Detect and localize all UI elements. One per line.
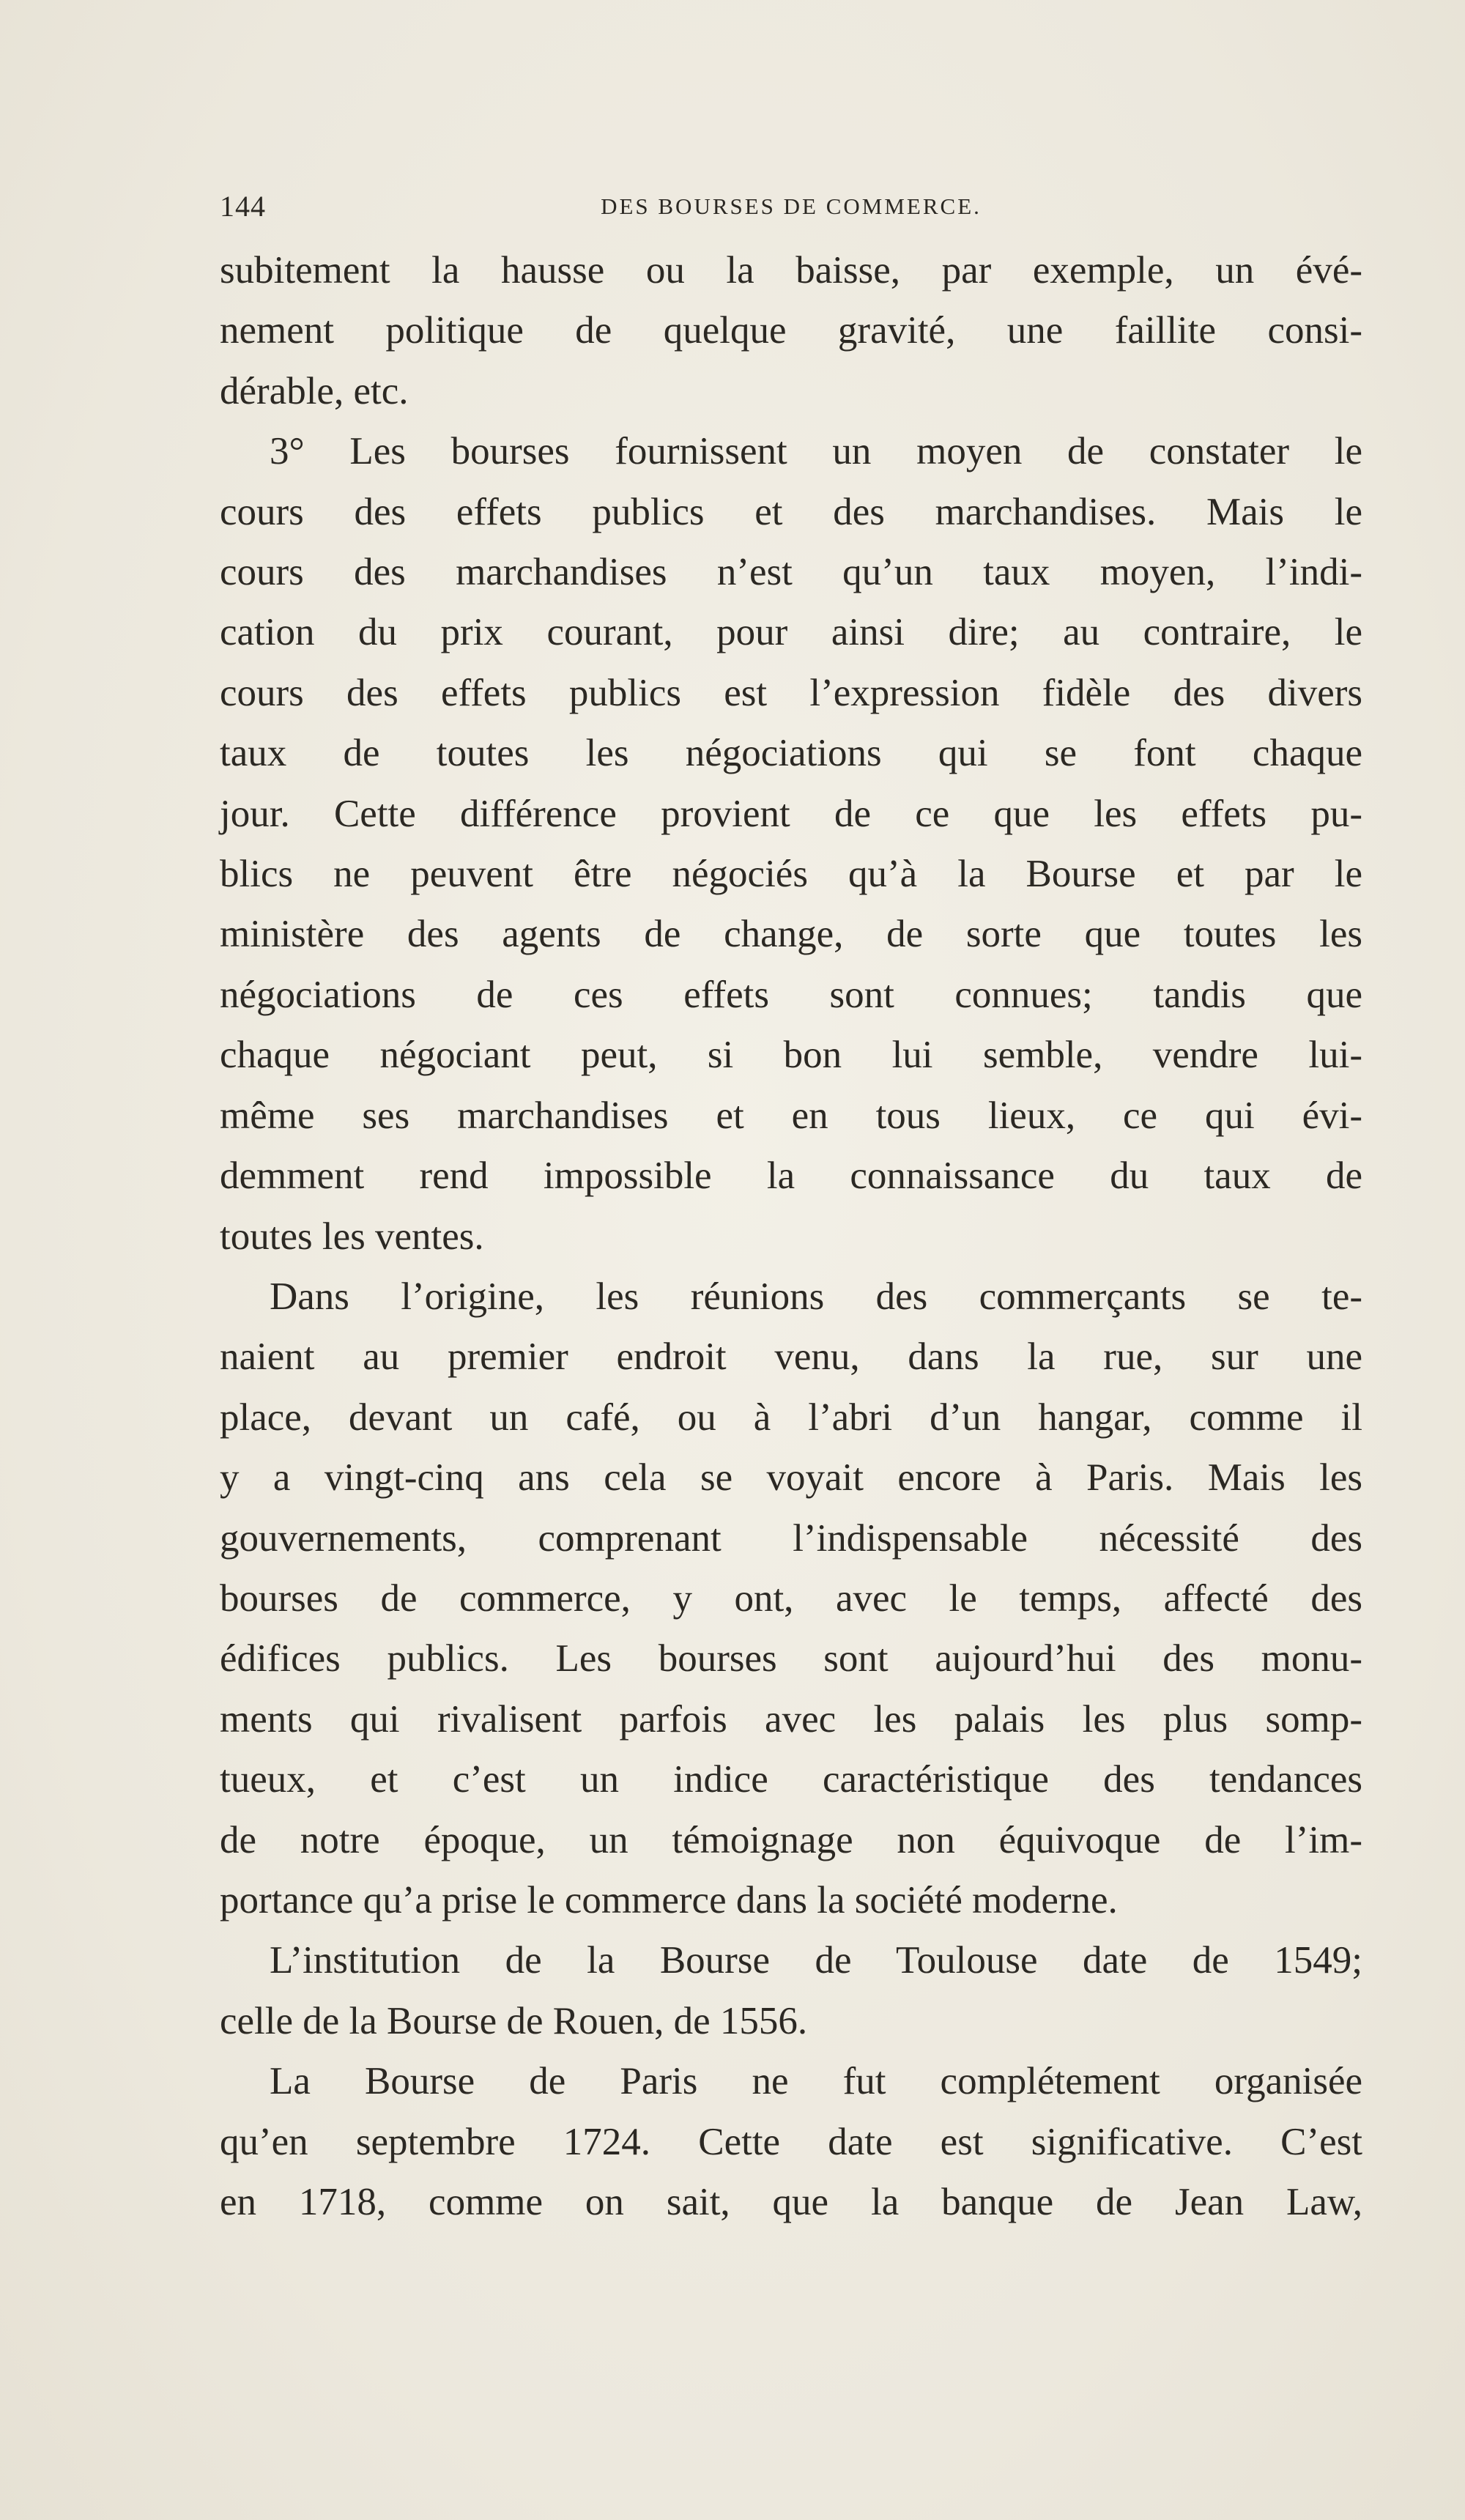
text-line: celle de la Bourse de Rouen, de 1556. [220, 1999, 808, 2042]
text-line: cation du prix courant, pour ainsi dire; au contraire, le [220, 611, 1362, 654]
text-line: demment rend impossible la connaissance du taux de [220, 1155, 1362, 1198]
text-line: chaque négociant peut, si bon lui semble, vendre lui- [220, 1034, 1362, 1077]
text-line: de notre époque, un témoignage non équivoque de l’im- [220, 1818, 1362, 1861]
text-line: La Bourse de Paris ne fut complétement organisée [270, 2060, 1362, 2103]
text-line: qu’en septembre 1724. Cette date est significative. C’est [220, 2120, 1362, 2163]
text-line: dérable, etc. [220, 369, 409, 412]
text-line: ments qui rivalisent parfois avec les palais les plus somp- [220, 1697, 1362, 1741]
running-title: DES BOURSES DE COMMERCE. [601, 193, 982, 219]
text-line: ministère des agents de change, de sorte que toutes les [220, 913, 1362, 956]
text-line: gouvernements, comprenant l’indispensable nécessité des [220, 1516, 1362, 1560]
text-line: place, devant un café, ou à l’abri d’un hangar, comme il [220, 1396, 1362, 1439]
text-line: cours des marchandises n’est qu’un taux moyen, l’indi- [220, 551, 1362, 594]
paragraph [220, 240, 1362, 421]
text-line: bourses de commerce, y ont, avec le temps, affecté des [220, 1576, 1362, 1620]
text-line: L’institution de la Bourse de Toulouse date de 1549; [270, 1939, 1362, 1982]
text-line: édifices publics. Les bourses sont aujourd’hui des monu- [220, 1637, 1362, 1680]
text-line: blics ne peuvent être négociés qu’à la Bourse et par le [220, 853, 1362, 896]
page-number: 144 [220, 190, 266, 223]
body-text [220, 240, 1362, 2232]
text-line: en 1718, comme on sait, que la banque de Jean Law, [220, 2181, 1362, 2223]
text-line: 3° Les bourses fournissent un moyen de constater le [270, 430, 1362, 473]
text-line: y a vingt-cinq ans cela se voyait encore à Paris. Mais les [220, 1456, 1362, 1500]
text-line: toutes les ventes. [220, 1215, 484, 1258]
paragraph [220, 1267, 1362, 1930]
text-line: subitement la hausse ou la baisse, par exemple, un évé- [220, 249, 1362, 292]
text-line: négociations de ces effets sont connues; tandis que [220, 973, 1362, 1016]
text-line: Dans l’origine, les réunions des commerçants se te- [270, 1275, 1362, 1318]
text-line: cours des effets publics est l’expression fidèle des divers [220, 671, 1362, 714]
paragraph [220, 421, 1362, 1267]
text-line: taux de toutes les négociations qui se font chaque [220, 732, 1362, 775]
paragraph [220, 1930, 1362, 2051]
text-line: tueux, et c’est un indice caractéristique des tendances [220, 1758, 1362, 1801]
text-line: nement politique de quelque gravité, une faillite consi- [220, 309, 1362, 352]
text-line: cours des effets publics et des marchandises. Mais le [220, 490, 1362, 533]
text-line: jour. Cette différence provient de ce que les effets pu- [220, 792, 1362, 835]
text-line: naient au premier endroit venu, dans la rue, sur une [220, 1335, 1362, 1379]
page-header [220, 189, 1362, 226]
paragraph [220, 2051, 1362, 2232]
text-line: même ses marchandises et en tous lieux, ce qui évi- [220, 1094, 1362, 1137]
text-line: portance qu’a prise le commerce dans la société moderne. [220, 1878, 1118, 1922]
